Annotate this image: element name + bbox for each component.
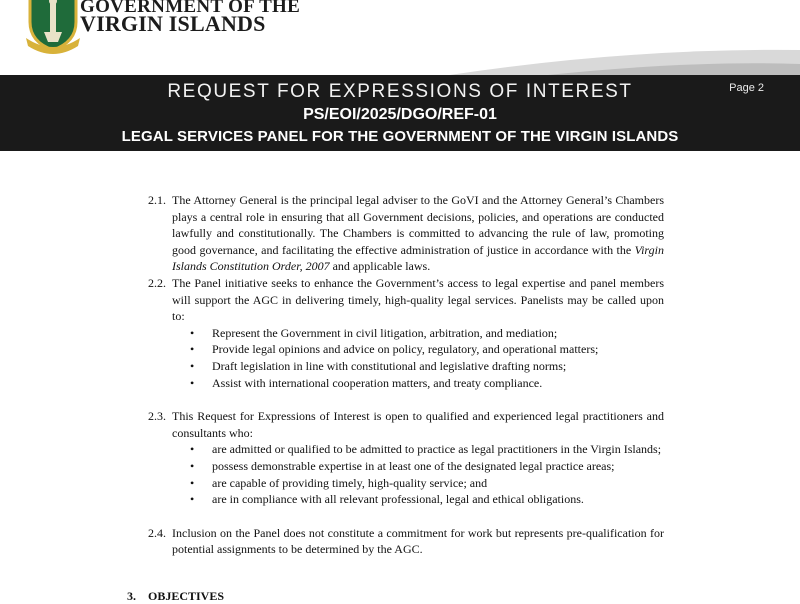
title-band <box>0 75 800 151</box>
list-item: • are admitted or qualified to be admitted to practice as legal practitioners in the Virgin Islands; <box>188 441 664 458</box>
paragraph-text: Inclusion on the Panel does not constitute a commitment for work but represents pre-qualification for potential assignments to be determined by the AGC. <box>172 525 664 557</box>
page-number: Page 2 <box>729 82 764 94</box>
paragraph-number: 2.3. <box>148 409 166 424</box>
paragraph-text-italic: Virgin Islands Constitution Order, 2007 <box>172 242 664 274</box>
section-number: 3. <box>127 589 136 603</box>
header-swoosh <box>0 38 800 75</box>
paragraph-2-3 <box>148 408 664 441</box>
paragraph-text: The Attorney General is the principal legal adviser to the GoVI and the Attorney General’s Chambers plays a central role in ensuring that all Government decisions, policies, and operations are conducted lawfully and constitutionally. The Chambers is committed to advancing the rule of law, promoting good governance, and facilitating the effective administration of justice in accordance with the <box>172 193 664 257</box>
paragraph-2-1 <box>148 192 664 275</box>
paragraph-text: The Panel initiative seeks to enhance the Government’s access to legal expertise and panel members will support the AGC in delivering timely, high-quality legal services. Panelists may be called upon to: <box>172 275 664 324</box>
list-item: • Represent the Government in civil litigation, arbitration, and mediation; <box>188 325 664 342</box>
org-name-line-1: GOVERNMENT OF THE <box>80 0 301 17</box>
paragraph-number: 2.1. <box>148 193 166 207</box>
paragraph-2-2 <box>148 275 664 325</box>
document-subtitle: LEGAL SERVICES PANEL FOR THE GOVERNMENT OF THE VIRGIN ISLANDS <box>121 128 679 145</box>
list-item: • Assist with international cooperation matters, and treaty compliance. <box>188 375 664 392</box>
list-item: • possess demonstrable expertise in at least one of the designated legal practice areas; <box>188 458 664 475</box>
section-heading <box>127 589 224 604</box>
list-item: • Draft legislation in line with constitutional and legislative drafting norms; <box>188 358 664 375</box>
list-item: • are capable of providing timely, high-quality service; and <box>188 475 664 492</box>
bullet-list <box>148 441 664 507</box>
letterhead <box>0 0 800 75</box>
section-title: OBJECTIVES <box>148 589 225 603</box>
list-item: • are in compliance with all relevant professional, legal and ethical obligations. <box>188 491 664 508</box>
reference-number: PS/EOI/2025/DGO/REF-01 <box>303 106 497 123</box>
paragraph-number: 2.4. <box>148 525 166 540</box>
paragraph-text: This Request for Expressions of Interest is open to qualified and experienced legal practitioners and consultants who: <box>172 409 664 440</box>
paragraph-text: and applicable laws. <box>329 259 431 274</box>
org-name-line-2: VIRGIN ISLANDS <box>80 11 266 36</box>
paragraph-2-4 <box>148 525 664 558</box>
paragraph-number: 2.2. <box>148 275 166 290</box>
document-title: REQUEST FOR EXPRESSIONS OF INTEREST <box>167 81 633 102</box>
document-body <box>148 192 664 558</box>
bullet-list <box>148 325 664 391</box>
list-item: • Provide legal opinions and advice on policy, regulatory, and operational matters; <box>188 341 664 358</box>
